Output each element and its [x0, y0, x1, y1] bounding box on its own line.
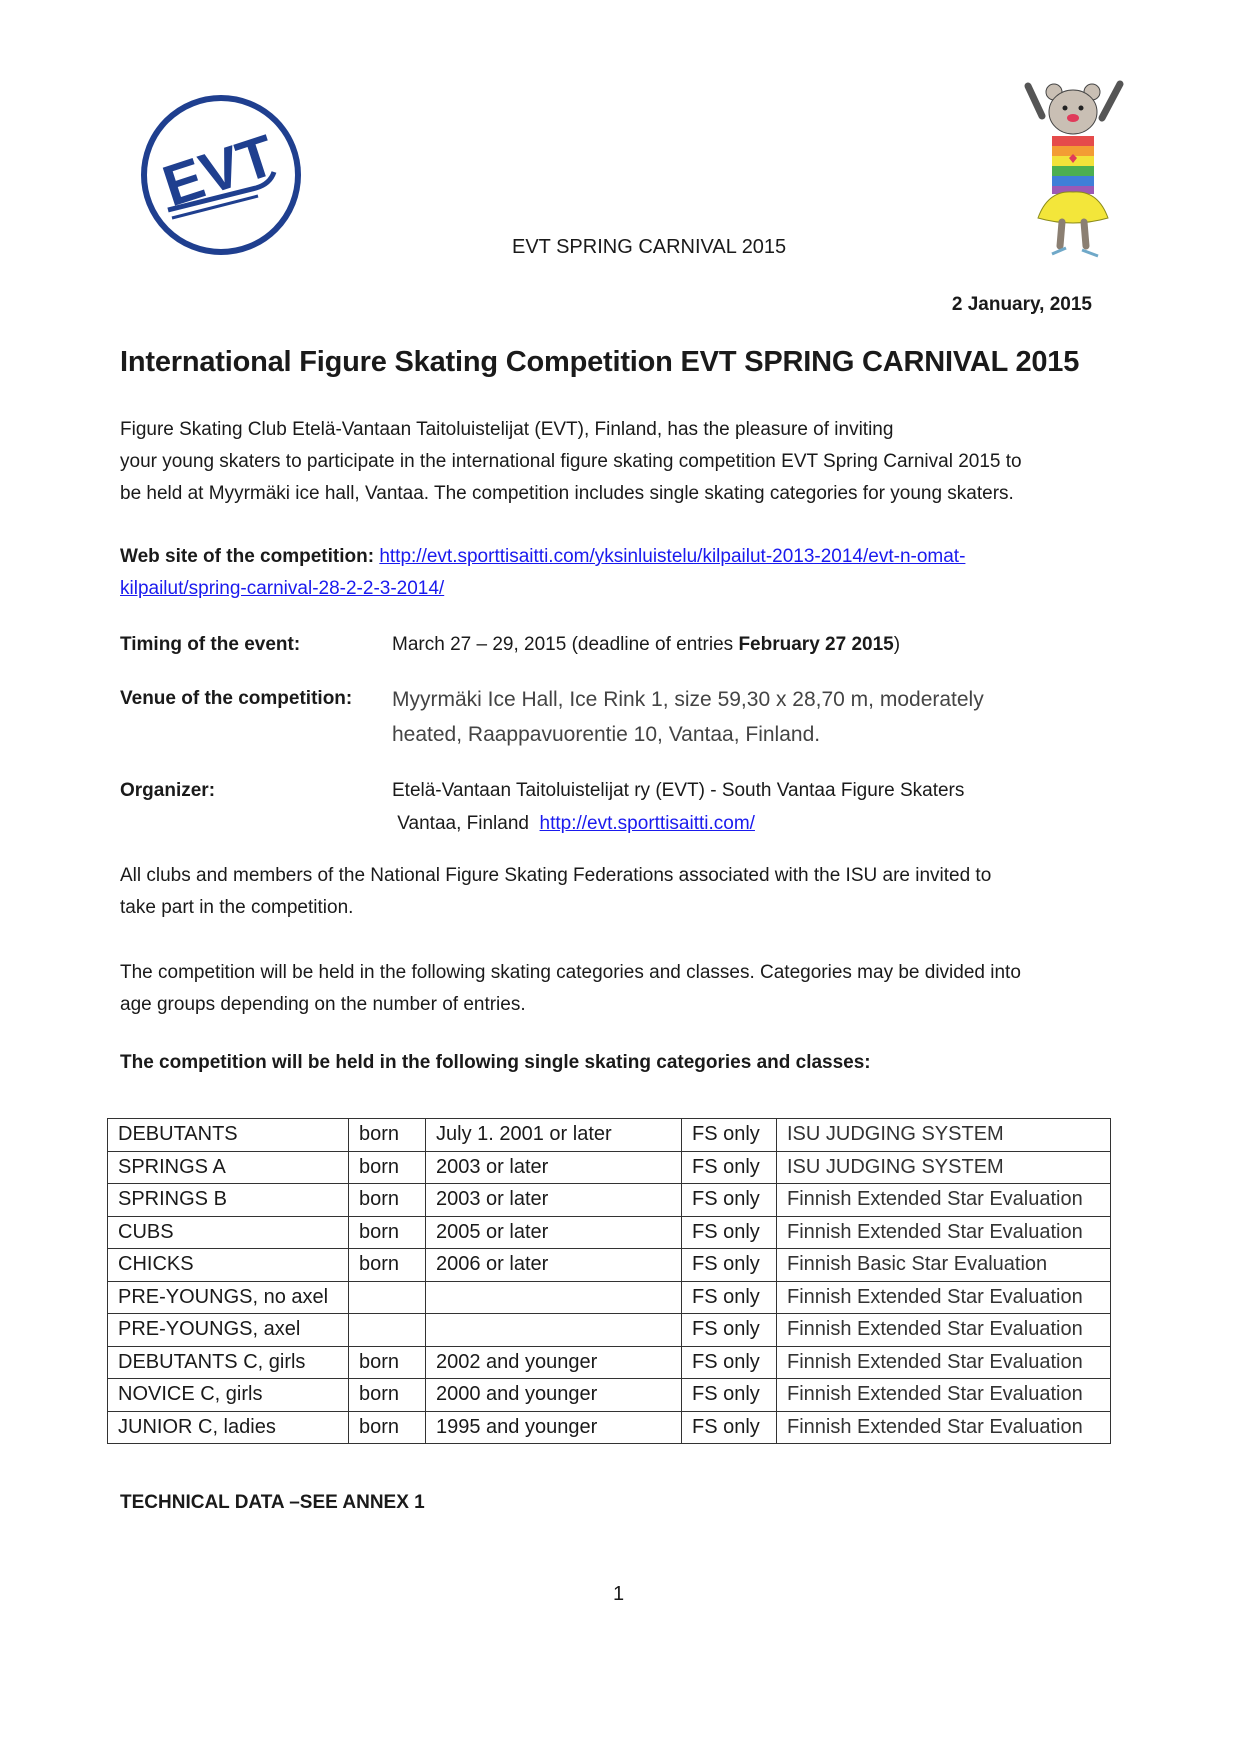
born-cell: born	[349, 1249, 426, 1282]
birth-range-cell	[426, 1314, 682, 1347]
program-cell: FS only	[682, 1216, 777, 1249]
birth-range-cell: 2003 or later	[426, 1151, 682, 1184]
intro-line: be held at Myyrmäki ice hall, Vantaa. The competition includes single skating categories for young skaters.	[120, 483, 1014, 504]
clubs-line: take part in the competition.	[120, 897, 354, 918]
birth-range-cell: 2006 or later	[426, 1249, 682, 1282]
website-link-continued[interactable]: kilpailut/spring-carnival-28-2-2-3-2014/	[120, 578, 445, 599]
page-number: 1	[613, 1583, 625, 1605]
timing-label: Timing of the event:	[120, 634, 301, 655]
judging-system-cell: Finnish Extended Star Evaluation	[777, 1314, 1111, 1347]
table-row	[108, 1379, 1111, 1412]
table-row	[108, 1346, 1111, 1379]
categories-table	[107, 1118, 1111, 1444]
table-row	[108, 1411, 1111, 1444]
judging-system-cell: ISU JUDGING SYSTEM	[777, 1119, 1111, 1152]
intro-line: your young skaters to participate in the international figure skating competition EVT Spring Carnival 2015 to	[120, 451, 1022, 472]
born-cell: born	[349, 1411, 426, 1444]
category-cell: SPRINGS B	[108, 1184, 349, 1217]
website-label: Web site of the competition:	[120, 546, 375, 567]
program-cell: FS only	[682, 1346, 777, 1379]
technical-data-note: TECHNICAL DATA –SEE ANNEX 1	[120, 1492, 425, 1513]
category-cell: CHICKS	[108, 1249, 349, 1282]
category-cell: NOVICE C, girls	[108, 1379, 349, 1412]
judging-system-cell: Finnish Extended Star Evaluation	[777, 1411, 1111, 1444]
born-cell	[349, 1314, 426, 1347]
categories-note	[120, 957, 1140, 1021]
intro-line: Figure Skating Club Etelä-Vantaan Taitoluistelijat (EVT), Finland, has the pleasure of inviting	[120, 419, 894, 440]
website-link[interactable]: http://evt.sporttisaitti.com/yksinluistelu/kilpailut-2013-2014/evt-n-omat-	[379, 546, 966, 567]
evt-logo	[138, 92, 304, 258]
venue-value	[392, 682, 1152, 752]
organizer-value	[392, 774, 1152, 840]
organizer-line: Etelä-Vantaan Taitoluistelijat ry (EVT) - South Vantaa Figure Skaters	[392, 780, 965, 801]
header-title: EVT SPRING CARNIVAL 2015	[512, 236, 787, 258]
clubs-line: All clubs and members of the National Figure Skating Federations associated with the ISU are invited to	[120, 865, 992, 886]
program-cell: FS only	[682, 1281, 777, 1314]
category-cell: JUNIOR C, ladies	[108, 1411, 349, 1444]
born-cell: born	[349, 1379, 426, 1412]
born-cell: born	[349, 1151, 426, 1184]
judging-system-cell: Finnish Extended Star Evaluation	[777, 1346, 1111, 1379]
organizer-line: Vantaa, Finland	[392, 813, 540, 834]
judging-system-cell: Finnish Extended Star Evaluation	[777, 1184, 1111, 1217]
program-cell: FS only	[682, 1379, 777, 1412]
category-cell: DEBUTANTS	[108, 1119, 349, 1152]
categories-heading: The competition will be held in the following single skating categories and classes:	[120, 1052, 871, 1073]
born-cell: born	[349, 1216, 426, 1249]
table-row	[108, 1281, 1111, 1314]
judging-system-cell: Finnish Extended Star Evaluation	[777, 1379, 1111, 1412]
born-cell: born	[349, 1119, 426, 1152]
website-section	[120, 541, 1140, 605]
main-title: International Figure Skating Competition EVT SPRING CARNIVAL 2015	[120, 346, 1080, 378]
bear-mascot-icon	[1008, 78, 1138, 264]
category-cell: PRE-YOUNGS, axel	[108, 1314, 349, 1347]
venue-line: heated, Raappavuorentie 10, Vantaa, Finland.	[392, 723, 821, 746]
timing-value: March 27 – 29, 2015 (deadline of entries February 27 2015)	[392, 634, 901, 655]
category-cell: CUBS	[108, 1216, 349, 1249]
judging-system-cell: Finnish Extended Star Evaluation	[777, 1216, 1111, 1249]
born-cell: born	[349, 1346, 426, 1379]
document-date: 2 January, 2015	[951, 294, 1092, 315]
born-cell	[349, 1281, 426, 1314]
birth-range-cell: 2002 and younger	[426, 1346, 682, 1379]
logo-text: EVT	[155, 122, 283, 220]
program-cell: FS only	[682, 1151, 777, 1184]
judging-system-cell: Finnish Extended Star Evaluation	[777, 1281, 1111, 1314]
category-cell: DEBUTANTS C, girls	[108, 1346, 349, 1379]
clubs-paragraph	[120, 860, 1140, 924]
table-row	[108, 1119, 1111, 1152]
program-cell: FS only	[682, 1119, 777, 1152]
categories-note-line: age groups depending on the number of entries.	[120, 994, 526, 1015]
table-row	[108, 1216, 1111, 1249]
judging-system-cell: ISU JUDGING SYSTEM	[777, 1151, 1111, 1184]
organizer-label: Organizer:	[120, 780, 216, 801]
program-cell: FS only	[682, 1411, 777, 1444]
venue-line: Myyrmäki Ice Hall, Ice Rink 1, size 59,30 x 28,70 m, moderately	[392, 688, 984, 711]
birth-range-cell: 1995 and younger	[426, 1411, 682, 1444]
table-row	[108, 1184, 1111, 1217]
program-cell: FS only	[682, 1249, 777, 1282]
table-row	[108, 1151, 1111, 1184]
birth-range-cell	[426, 1281, 682, 1314]
organizer-link[interactable]: http://evt.sporttisaitti.com/	[539, 813, 755, 834]
birth-range-cell: 2005 or later	[426, 1216, 682, 1249]
category-cell: SPRINGS A	[108, 1151, 349, 1184]
judging-system-cell: Finnish Basic Star Evaluation	[777, 1249, 1111, 1282]
birth-range-cell: 2003 or later	[426, 1184, 682, 1217]
categories-note-line: The competition will be held in the following skating categories and classes. Categories may be divided into	[120, 962, 1021, 983]
birth-range-cell: 2000 and younger	[426, 1379, 682, 1412]
born-cell: born	[349, 1184, 426, 1217]
table-row	[108, 1314, 1111, 1347]
deadline: February 27 2015	[738, 634, 894, 655]
intro-paragraph	[120, 414, 1140, 510]
category-cell: PRE-YOUNGS, no axel	[108, 1281, 349, 1314]
program-cell: FS only	[682, 1314, 777, 1347]
table-row	[108, 1249, 1111, 1282]
birth-range-cell: July 1. 2001 or later	[426, 1119, 682, 1152]
venue-label: Venue of the competition:	[120, 688, 353, 709]
program-cell: FS only	[682, 1184, 777, 1217]
